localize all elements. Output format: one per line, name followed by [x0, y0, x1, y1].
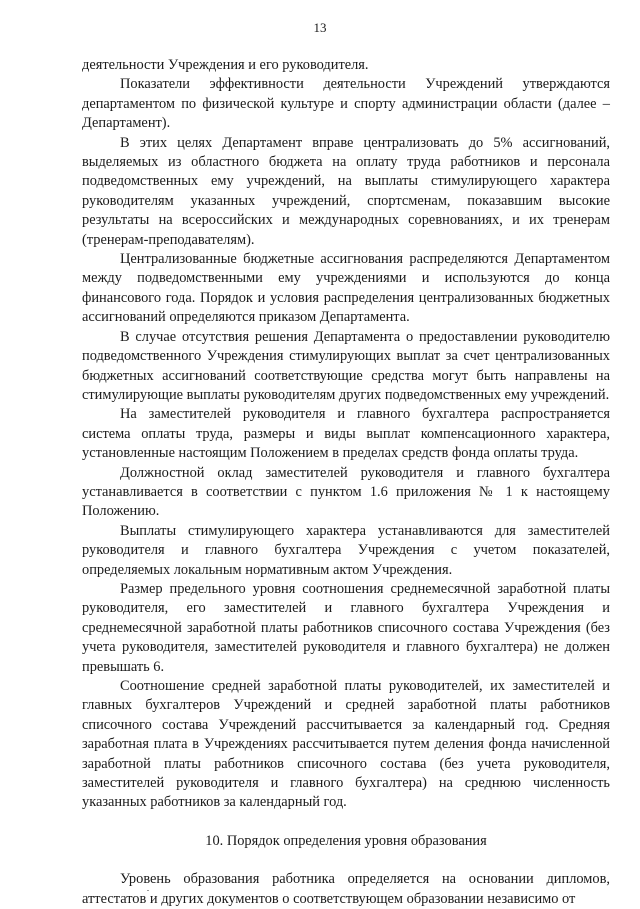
paragraph: В случае отсутствия решения Департамента о предоставлении руководителю подведомственного Учреждения стимулирующих выплат за счет централизованных бюджетных ассигнований соответствующие средства могут быть направлены на стимулирующие выплаты руководителям других подведомственных ему учреждений.	[82, 328, 610, 403]
paragraph: Должностной оклад заместителей руководителя и главного бухгалтера устанавливается в соответствии с пунктом 1.6 приложения № 1 к настоящему Положению.	[82, 464, 610, 520]
paragraph: Соотношение средней заработной платы руководителей, их заместителей и главных бухгалтеров Учреждений и средней заработной платы работников списочного состава Учреждений рассчитывается за календарный год. Средняя заработная плата в Учреждениях рассчитывается путем деления фонда начисленной заработной платы работников списочного состава (без учета руководителя, заместителей руководителя и главного бухгалтера) на среднюю численность указанных работников за календарный год.	[82, 678, 610, 811]
paragraph: В этих целях Департамент вправе централизовать до 5% ассигнований, выделяемых из областного бюджета на оплату труда работников и персонала подведомственных ему учреждений, на выплаты стимулирующего характера руководителям указанных учреждений, спортсменам, показавшим высокие результаты на всероссийских и международных соревнованиях, и их тренерам (тренерам-преподавателям).	[82, 134, 610, 248]
paragraph: Размер предельного уровня соотношения среднемесячной заработной платы руководителя, его заместителей и главного бухгалтера Учреждения и среднемесячной заработной платы работников списочного состава Учреждения (без учета руководителя, заместителей руководителя и главного бухгалтера) не должен превышать 6.	[82, 580, 610, 675]
paragraph: деятельности Учреждения и его руководителя.	[82, 57, 369, 73]
paragraph: Выплаты стимулирующего характера устанавливаются для заместителей руководителя и главного бухгалтера Учреждения с учетом показателей, определяемых локальным нормативным актом Учреждения.	[82, 522, 610, 578]
section-heading: 10. Порядок определения уровня образования	[205, 832, 487, 849]
page-number: 13	[313, 20, 327, 35]
paragraph: Показатели эффективности деятельности Учреждений утверждаются департаментом по физической культуре и спорту администрации области (далее – Департамент).	[82, 76, 610, 132]
scan-speck	[147, 890, 149, 891]
paragraph: Уровень образования работника определяется на основании дипломов, аттестатов и других документов о соответствующем образовании независимо от	[82, 871, 610, 907]
paragraph: На заместителей руководителя и главного бухгалтера распространяется система оплаты труда, размеры и виды выплат компенсационного характера, установленные настоящим Положением в пределах средств фонда оплаты труда.	[82, 406, 610, 462]
paragraph: Централизованные бюджетные ассигнования распределяются Департаментом между подведомственными ему учреждениями и используются до конца финансового года. Порядок и условия распределения централизованных бюджетных ассигнований определяются приказом Департамента.	[82, 251, 610, 326]
document-body	[82, 56, 610, 909]
